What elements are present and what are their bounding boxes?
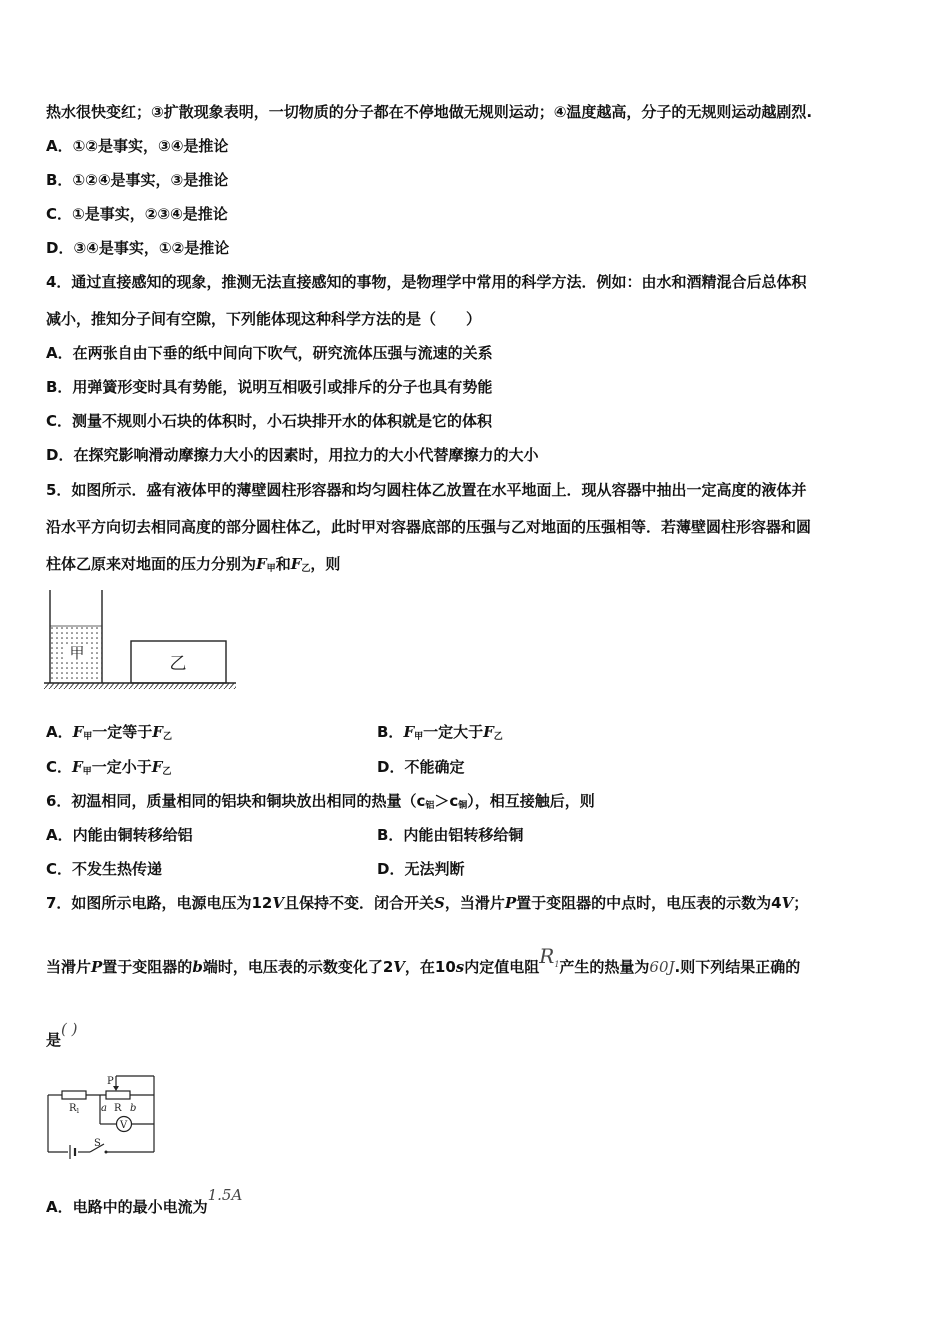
- label-v: V: [120, 1120, 128, 1131]
- q4-option-c: C．测量不规则小石块的体积时，小石块排开水的体积就是它的体积: [46, 412, 493, 430]
- q5-option-c: C．$F_甲$一定小于$F_乙$: [46, 758, 172, 777]
- q6-option-b: B．内能由铝转移给铜: [377, 826, 524, 844]
- q4-stem-line2: 减小，推知分子间有空隙，下列能体现这种科学方法的是（ ）: [46, 310, 482, 328]
- q7-circuit: [42, 1070, 162, 1162]
- label-r1: R: [69, 1103, 77, 1114]
- q4-option-d: D．在探究影响滑动摩擦力大小的因素时，用拉力的大小代替摩擦力的大小: [46, 446, 539, 464]
- q6-option-c: C．不发生热传递: [46, 860, 163, 878]
- q3-option-c: C．①是事实，②③④是推论: [46, 205, 228, 223]
- q6-option-a: A．内能由铜转移给铝: [46, 826, 193, 844]
- q7-stem-line1: 7．如图所示电路，电源电压为12V且保持不变．闭合开关S，当滑片P置于变阻器的中点时，电压表的示数为4V；: [46, 894, 809, 912]
- q7-stem-line3: 是( ): [46, 1020, 78, 1049]
- q5-stem-line2: 沿水平方向切去相同高度的部分圆柱体乙，此时甲对容器底部的压强与乙对地面的压强相等．若薄壁圆柱形容器和圆: [46, 518, 812, 536]
- q5-figure: [40, 586, 245, 694]
- container-label: 甲: [69, 644, 85, 662]
- q7-stem-line2: 当滑片P置于变阻器的b端时，电压表的示数变化了2V，在10s内定值电阻$R^1$产生的热量为60J.则下列结果正确的: [46, 944, 801, 976]
- q7-option-a: A．电路中的最小电流为1.5A: [46, 1186, 243, 1216]
- q5-option-a: A．$F_甲$一定等于$F_乙$: [46, 723, 172, 742]
- q3-option-a: A．①②是事实，③④是推论: [46, 137, 229, 155]
- ground-hatch: [44, 683, 236, 689]
- label-p: P: [107, 1076, 114, 1087]
- q3-option-d: D．③④是事实，①②是推论: [46, 239, 230, 257]
- label-r: R: [114, 1103, 122, 1114]
- q5-option-b: B．$F_甲$一定大于$F_乙$: [377, 723, 503, 742]
- q6-stem: 6．初温相同，质量相同的铝块和铜块放出相同的热量$(c_铝>c_铜)$，相互接触后，则: [46, 792, 595, 811]
- q5-stem-line1: 5．如图所示．盛有液体甲的薄壁圆柱形容器和均匀圆柱体乙放置在水平地面上．现从容器中抽出一定高度的液体并: [46, 481, 807, 499]
- q5-stem-line3: 柱体乙原来对地面的压力分别为$F_甲$和$F_乙$，则: [46, 555, 341, 574]
- q4-option-a: A．在两张自由下垂的纸中间向下吹气，研究流体压强与流速的关系: [46, 344, 493, 362]
- block-label: 乙: [169, 654, 187, 674]
- label-a: a: [101, 1103, 107, 1114]
- q6-option-d: D．无法判断: [377, 860, 465, 878]
- label-b: b: [130, 1103, 137, 1114]
- label-r1-sub: 1: [76, 1108, 80, 1115]
- q4-option-b: B．用弹簧形变时具有势能，说明互相吸引或排斥的分子也具有势能: [46, 378, 493, 396]
- q3-option-b: B．①②④是事实，③是推论: [46, 171, 229, 189]
- q5-option-d: D．不能确定: [377, 758, 465, 776]
- q4-stem-line1: 4．通过直接感知的现象，推测无法直接感知的事物，是物理学中常用的科学方法．例如：由水和酒精混合后总体积: [46, 273, 807, 291]
- switch-contact: [105, 1151, 108, 1154]
- rheostat-r: [106, 1091, 130, 1099]
- resistor-r1: [62, 1091, 86, 1099]
- q3-stem-tail: 热水很快变红；③扩散现象表明，一切物质的分子都在不停地做无规则运动；④温度越高，分子的无规则运动越剧烈.: [46, 103, 813, 121]
- slider-arrow: [113, 1086, 119, 1091]
- label-s: S: [94, 1138, 101, 1149]
